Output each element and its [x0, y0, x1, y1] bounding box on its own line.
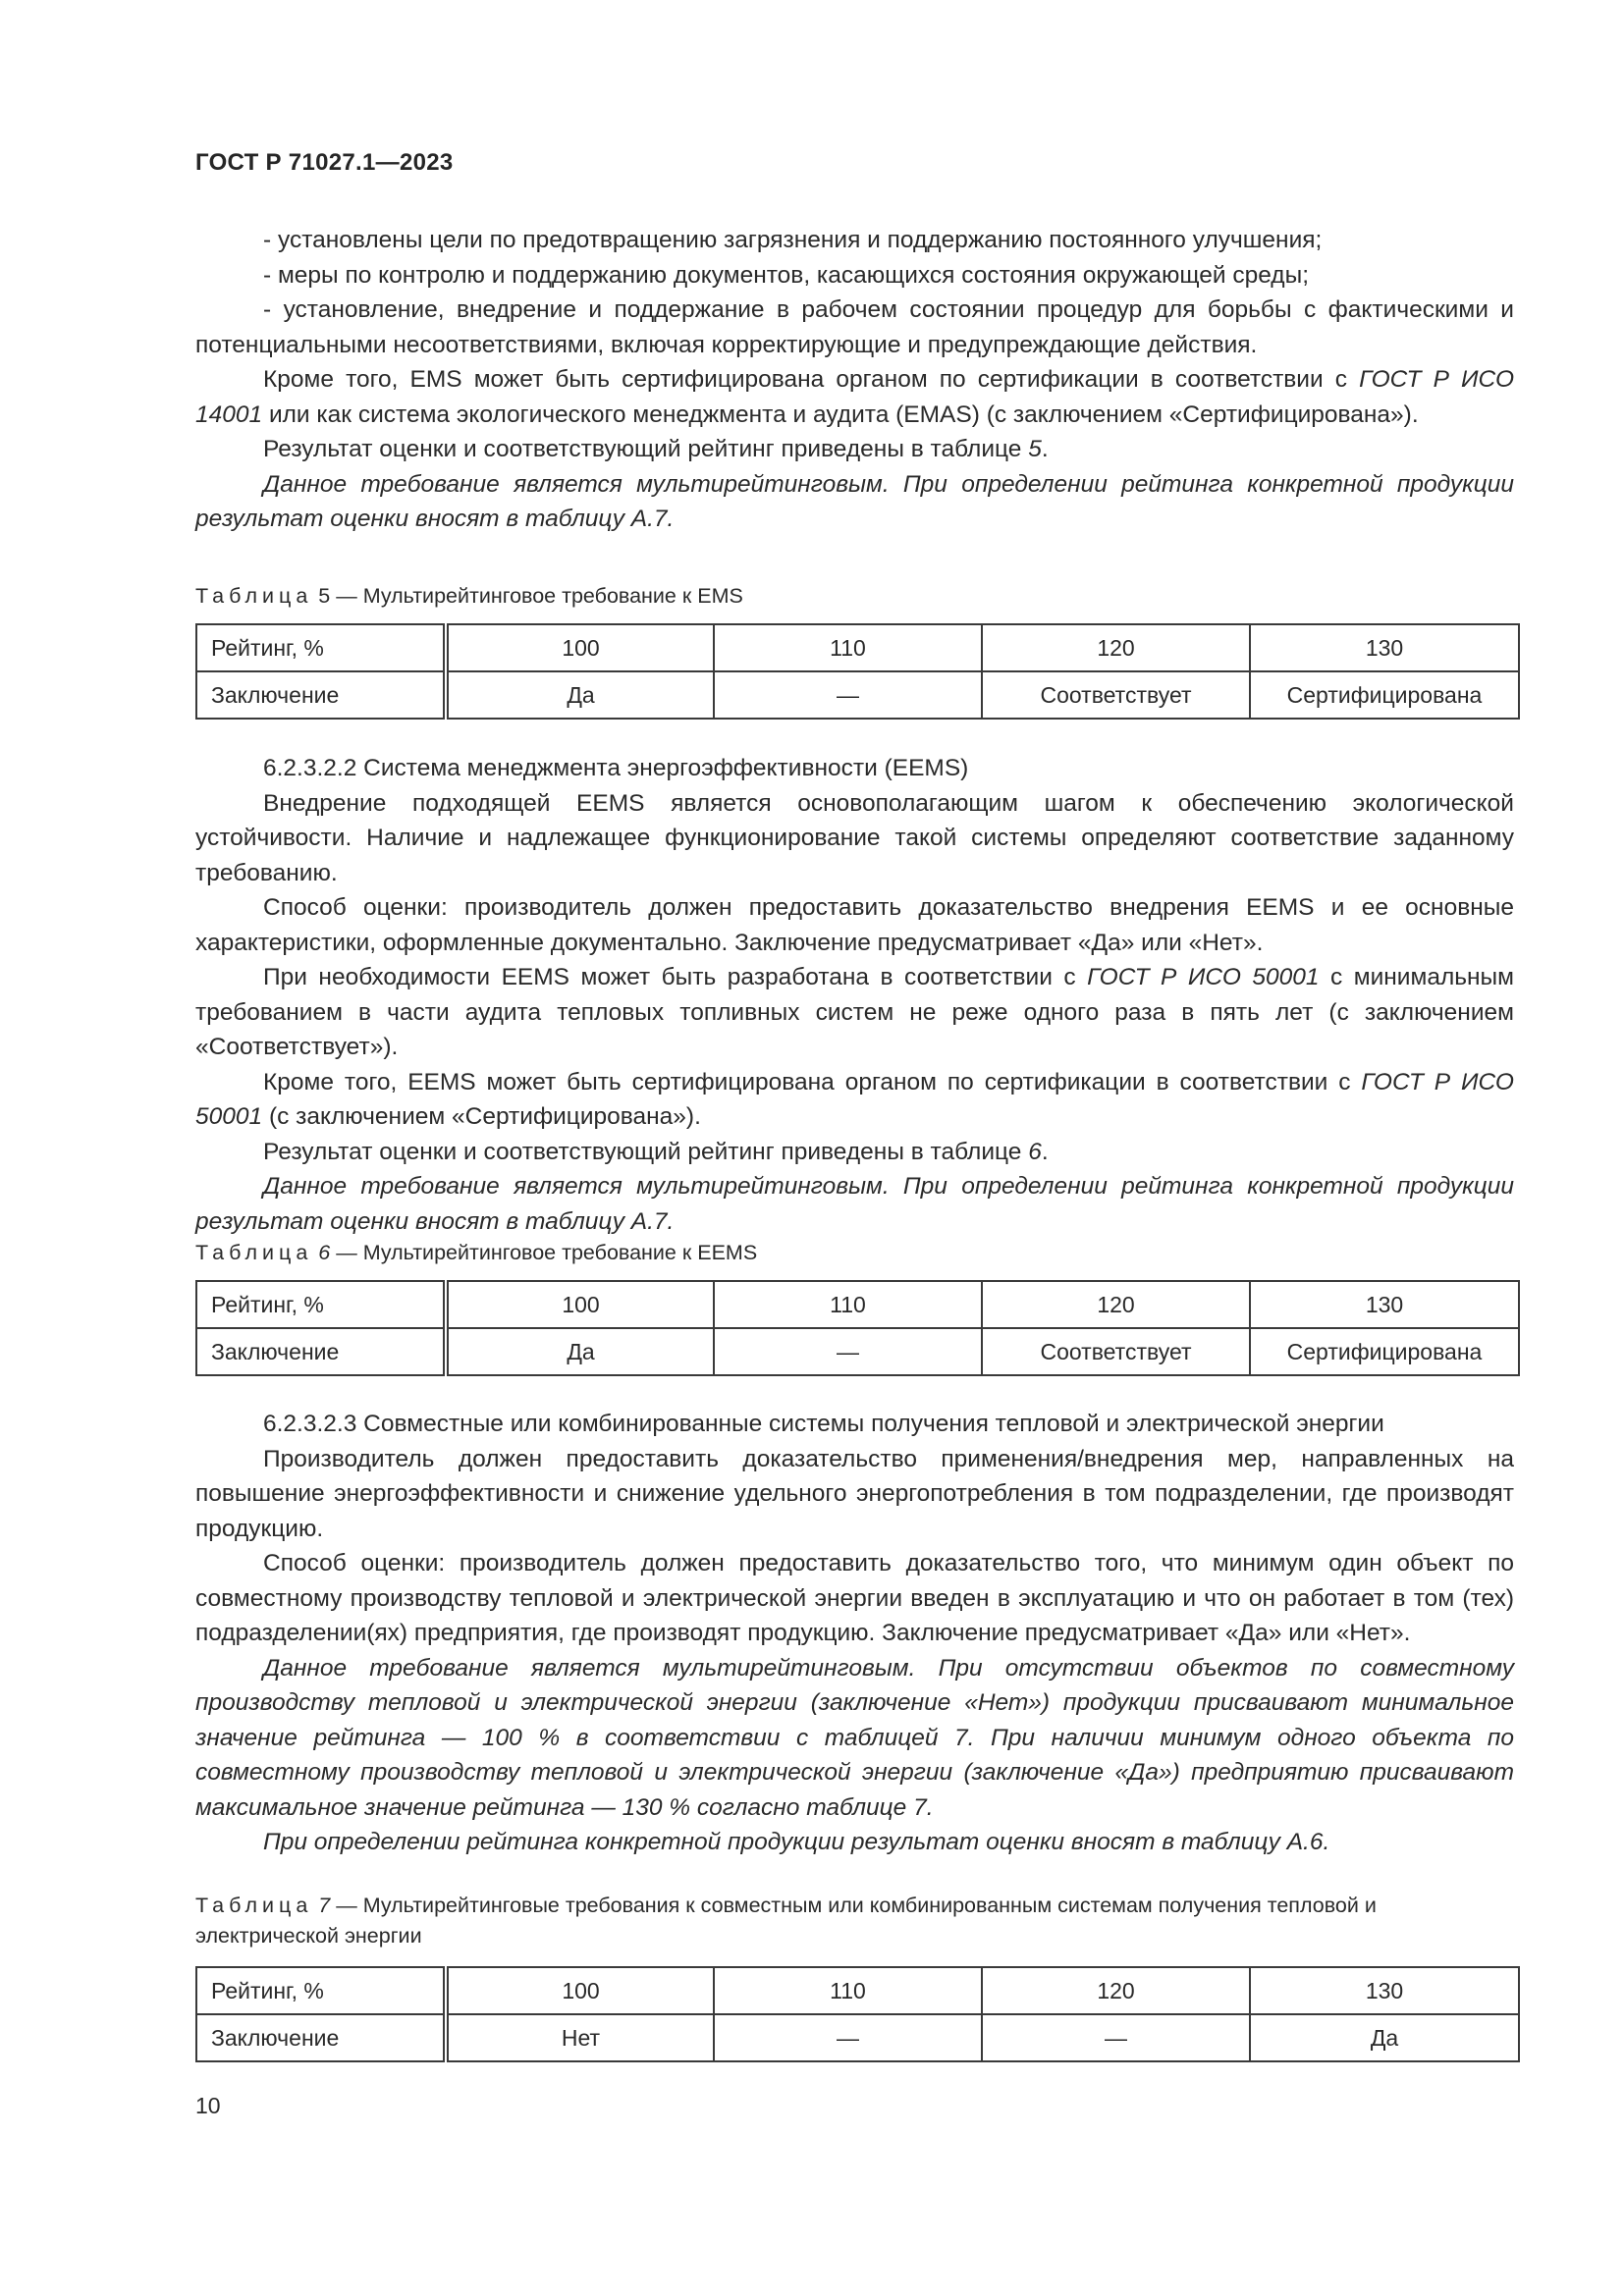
table-cell: Рейтинг, % [196, 624, 446, 671]
table-cell: — [714, 671, 982, 719]
table-cell: Заключение [196, 1328, 446, 1375]
table-cell: 130 [1250, 1281, 1519, 1328]
paragraph: - меры по контролю и поддержанию документов, касающихся состояния окружающей среды; [263, 261, 1310, 289]
table-row [196, 2014, 1519, 2061]
italic-note: При определении рейтинга конкретной продукции результат оценки вносят в таблицу А.6. [263, 1829, 1330, 1855]
document-code-header: ГОСТ Р 71027.1—2023 [195, 149, 454, 176]
table-7-caption [195, 1891, 1514, 1951]
table-cell: 120 [982, 1967, 1250, 2014]
paragraph: Производитель должен предоставить доказательство применения/внедрения мер, направленных на повышение энергоэффективности и снижение удельного энергопотребления в том подразделении, где производят продукцию. [195, 1445, 1514, 1542]
caption-label: Таблица [195, 1894, 313, 1917]
table-reference: 5 [1028, 436, 1042, 462]
table-row [196, 1281, 1519, 1328]
table-cell: Заключение [196, 2014, 446, 2061]
table-cell: — [714, 1328, 982, 1375]
table-cell: Да [446, 671, 714, 719]
text-span: . [1041, 436, 1049, 462]
table-row [196, 1967, 1519, 2014]
table-cell: Сертифицирована [1250, 1328, 1519, 1375]
table-cell: Заключение [196, 671, 446, 719]
text-block-eems [195, 751, 1514, 1239]
standard-reference: ГОСТ Р ИСО 50001 [1087, 964, 1320, 990]
paragraph [195, 1065, 1514, 1135]
table-cell: Да [446, 1328, 714, 1375]
paragraph: Способ оценки: производитель должен предоставить доказательство внедрения EEMS и ее основные характеристики, оформленные документально. Заключение предусматривает «Да» или «Нет». [195, 894, 1514, 956]
table-cell: Нет [446, 2014, 714, 2061]
caption-label: Таблица [195, 1241, 313, 1264]
table-cell: 110 [714, 624, 982, 671]
table-6 [195, 1280, 1520, 1376]
paragraph [195, 960, 1514, 1065]
table-6-caption [195, 1238, 1514, 1268]
paragraph [195, 362, 1514, 432]
section-heading: 6.2.3.2.2 Система менеджмента энергоэффективности (EEMS) [263, 755, 969, 781]
table-cell: 110 [714, 1281, 982, 1328]
text-span: Кроме того, EEMS может быть сертифицирована органом по сертификации в соответствии с [263, 1068, 1362, 1095]
table-cell: 100 [446, 624, 714, 671]
table-7 [195, 1966, 1520, 2062]
table-cell: Соответствует [982, 671, 1250, 719]
table-row [196, 1328, 1519, 1375]
table-row [196, 624, 1519, 671]
paragraph: Внедрение подходящей EEMS является основополагающим шагом к обеспечению экологической устойчивости. Наличие и надлежащее функционирование такой системы определяют соответствие заданному требованию. [195, 789, 1514, 886]
text-span: (с заключением «Сертифицирована»). [262, 1103, 701, 1130]
standard-reference: ГОСТ Р ИСО 50001 [195, 1068, 1514, 1130]
paragraph: - установление, внедрение и поддержание в рабочем состоянии процедур для борьбы с фактическими и потенциальными несоответствиями, включая корректирующие и предупреждающие действия. [195, 296, 1514, 358]
page-number: 10 [195, 2093, 221, 2118]
section-heading: 6.2.3.2.3 Совместные или комбинированные системы получения тепловой и электрической энергии [263, 1411, 1384, 1437]
paragraph: Способ оценки: производитель должен предоставить доказательство того, что минимум один объект по совместному производству тепловой и электрической энергии введен в эксплуатацию и что он работает в том (тех) подразделении(ях) предприятия, где производят продукцию. Заключение предусматривает «Да» или «Нет». [195, 1550, 1514, 1646]
text-span: с минимальным требованием в части аудита тепловых топливных систем не реже одного раза в пять лет (с заключением «Соответствует»). [195, 964, 1514, 1060]
text-span: или как система экологического менеджмента и аудита (EMAS) (с заключением «Сертифицирована»). [262, 400, 1419, 428]
table-reference: 6 [1028, 1138, 1042, 1165]
caption-number: 6 [318, 1241, 331, 1264]
standard-reference: ГОСТ Р ИСО 14001 [195, 366, 1515, 428]
table-cell: 110 [714, 1967, 982, 2014]
table-cell: 100 [446, 1281, 714, 1328]
table-cell: — [982, 2014, 1250, 2061]
caption-text: — Мультирейтинговое требование к EEMS [330, 1241, 758, 1264]
caption-number: 7 [318, 1894, 331, 1917]
caption-text: — Мультирейтинговые требования к совместным или комбинированным системам получения тепловой и электрической энергии [195, 1894, 1377, 1948]
table-cell: Сертифицирована [1250, 671, 1519, 719]
table-cell: Да [1250, 2014, 1519, 2061]
italic-note: Данное требование является мультирейтинговым. При отсутствии объектов по совместному производству тепловой и электрической энергии (заключение «Нет») продукции присваивают минимальное значение рейтинга — 100 % в соответствии с таблицей 7. При наличии минимум одного объекта по совместному производству тепловой и электрической энергии (заключение «Да») предприятию присваивают максимальное значение рейтинга — 130 % согласно таблице 7. [195, 1654, 1514, 1821]
paragraph [195, 1135, 1514, 1170]
italic-note: Данное требование является мультирейтинговым. При определении рейтинга конкретной продукции результат оценки вносят в таблицу А.7. [195, 1173, 1514, 1235]
text-span: Результат оценки и соответствующий рейтинг приведены в таблице [263, 1138, 1029, 1165]
caption-label: Таблица [195, 584, 313, 608]
italic-note: Данное требование является мультирейтинговым. При определении рейтинга конкретной продукции результат оценки вносят в таблицу А.7. [195, 470, 1514, 532]
text-span: Кроме того, EMS может быть сертифицирована органом по сертификации в соответствии с [263, 366, 1360, 393]
caption-number: 5 [318, 584, 331, 608]
table-cell: Соответствует [982, 1328, 1250, 1375]
table-cell: 120 [982, 1281, 1250, 1328]
paragraph [195, 432, 1514, 467]
table-5-caption [195, 581, 1514, 612]
text-span: При необходимости EEMS может быть разработана в соответствии с [263, 964, 1088, 990]
table-5 [195, 623, 1520, 720]
table-cell: 130 [1250, 1967, 1519, 2014]
paragraph: - установлены цели по предотвращению загрязнения и поддержанию постоянного улучшения; [263, 227, 1323, 253]
table-row [196, 671, 1519, 719]
text-block-chp [195, 1407, 1514, 1860]
text-span: . [1041, 1138, 1049, 1165]
table-cell: 130 [1250, 624, 1519, 671]
table-cell: Рейтинг, % [196, 1967, 446, 2014]
text-block-ems [195, 223, 1514, 537]
caption-text: — Мультирейтинговое требование к EMS [330, 584, 743, 608]
table-cell: 100 [446, 1967, 714, 2014]
table-cell: — [714, 2014, 982, 2061]
text-span: Результат оценки и соответствующий рейтинг приведены в таблице [263, 436, 1029, 462]
table-cell: 120 [982, 624, 1250, 671]
table-cell: Рейтинг, % [196, 1281, 446, 1328]
